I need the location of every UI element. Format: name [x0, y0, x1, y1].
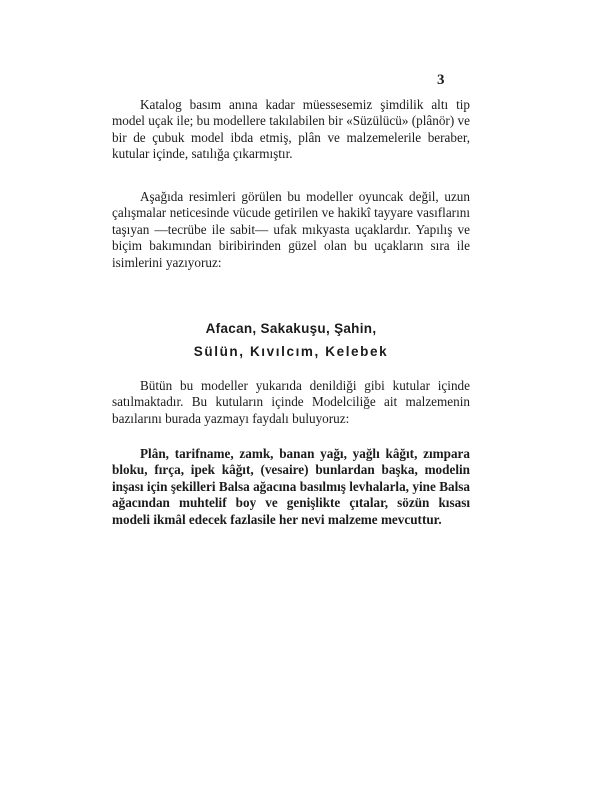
model-names-line-2: Sülün, Kıvılcım, Kelebek — [193, 344, 389, 359]
paragraph-models-description: Aşağıda resimleri görülen bu modeller oyuncak değil, uzun çalışmalar neticesinde vücude getirilen ve hakikî tayyare vasıflarını taşıyan —tecrübe ile sabit— ufak mıkyasta uçaklardır. Yapılış ve biçim bakımından biribirinden güzel olan bu uçakların sıra ile isimlerini yazıyoruz: — [112, 189, 470, 270]
paragraph-materials: Plân, tarifname, zamk, banan yağı, yağlı kâğıt, zımpara bloku, fırça, ipek kâğıt, (vesaire) bunlardan başka, modelin inşası için şekilleri Balsa ağacına basılmış levhalarla, yine Balsa ağacından muhtelif boy ve genişlikte çıtalar, sözün kısası modeli ikmâl edecek fazlasile her nevi malzeme mevcuttur. — [112, 446, 470, 527]
page-number: 3 — [437, 72, 445, 88]
paragraph-intro: Katalog basım anına kadar müessesemiz şimdilik altı tip model uçak ile; bu modellere takılabilen bir «Süzülücü» (plânör) ve bir de çubuk model ibda etmiş, plân ve malzemelerile beraber, kutular içinde, satılığa çıkarmıştır. — [112, 97, 470, 162]
model-names-line-1: Afacan, Sakakuşu, Şahin, — [205, 321, 377, 336]
paragraph-boxes: Bütün bu modeller yukarıda denildiği gibi kutular içinde satılmaktadır. Bu kutuların içinde Modelciliğe ait malzemenin bazılarını burada yazmayı faydalı buluyoruz: — [112, 378, 470, 426]
